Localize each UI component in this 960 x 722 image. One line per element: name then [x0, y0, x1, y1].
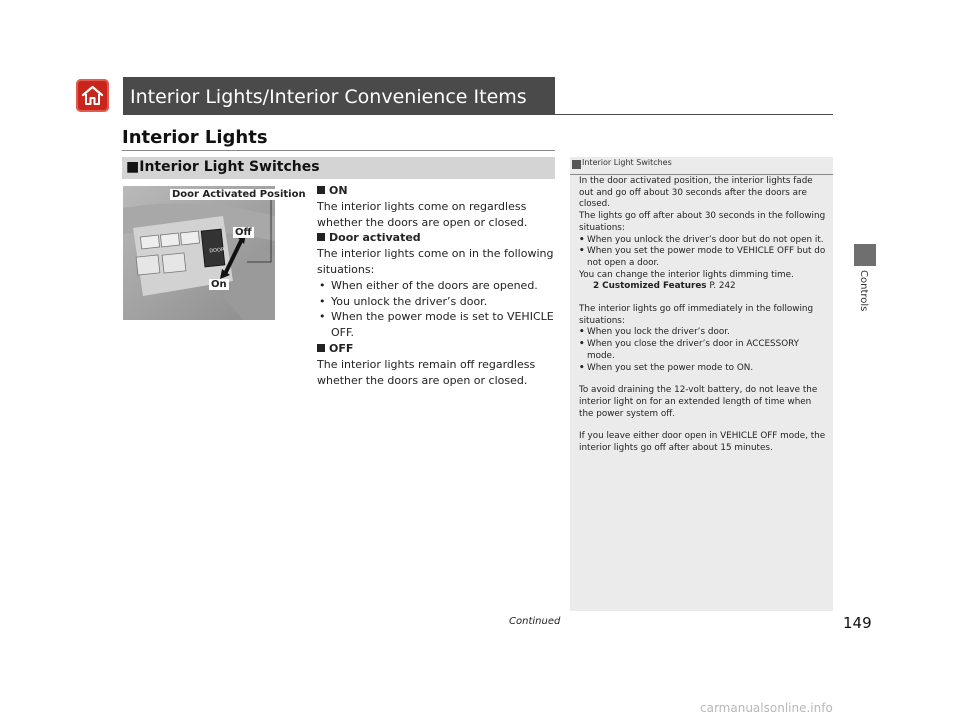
main-body-text: [317, 183, 557, 388]
note-list-2: [579, 327, 827, 374]
subsection-marker: ■: [126, 159, 140, 175]
note-list-1: [579, 235, 827, 270]
note-body: [579, 176, 827, 455]
continued-label: Continued: [509, 616, 561, 627]
overhead-console-illustration: [123, 186, 275, 320]
home-icon: [81, 84, 104, 107]
heading-off: OFF: [317, 341, 557, 357]
list-item: • When you close the driver’s door in ACCESSORY mode.: [587, 339, 827, 362]
note-paragraph: The interior lights go off immediately in the following situations:: [579, 304, 814, 326]
label-on: On: [211, 279, 227, 290]
interior-light-switch-figure: [123, 186, 306, 320]
page-number: 149: [843, 614, 872, 632]
list-item: • When you lock the driver’s door.: [587, 327, 827, 339]
chapter-tab-marker[interactable]: [854, 244, 876, 266]
note-title: Interior Light Switches: [582, 158, 672, 167]
chapter-tab-label[interactable]: Controls: [858, 270, 869, 312]
label-door-activated: Door Activated Position: [172, 189, 306, 200]
text-off: The interior lights remain off regardless whether the doors are open or closed.: [317, 357, 536, 387]
list-item: • When either of the doors are opened.: [331, 278, 557, 294]
list-item: • When the power mode is set to VEHICLE OFF.: [331, 309, 557, 341]
chapter-rule: [555, 114, 833, 115]
door-button-text: DOOR: [209, 246, 225, 255]
reference-arrow-icon: 2: [593, 281, 600, 292]
list-item: • You unlock the driver’s door.: [331, 294, 557, 310]
note-paragraph: To avoid draining the 12-volt battery, do not leave the interior light on for an extended length of time when the power system off.: [579, 385, 818, 419]
label-off: Off: [235, 227, 252, 238]
heading-door-activated: Door activated: [317, 230, 557, 246]
note-paragraph: You can change the interior lights dimming time.: [579, 269, 794, 280]
section-rule: [122, 150, 555, 151]
subsection-label: Interior Light Switches: [139, 159, 320, 175]
text-on: The interior lights come on regardless whether the doors are open or closed.: [317, 199, 528, 229]
home-button[interactable]: [76, 79, 109, 112]
customized-features-link[interactable]: 2 Customized Features P. 242: [593, 281, 736, 292]
list-item: • When you set the power mode to VEHICLE OFF but do not open a door.: [587, 246, 827, 269]
section-title: Interior Lights: [122, 127, 268, 148]
chapter-title: Interior Lights/Interior Convenience Items: [130, 86, 527, 108]
note-paragraph: If you leave either door open in VEHICLE OFF mode, the interior lights go off after about 15 minutes.: [579, 431, 826, 454]
note-paragraph: In the door activated position, the interior lights fade out and go off about 30 seconds after the doors are closed.: [579, 176, 813, 210]
list-item: • When you unlock the driver’s door but do not open it.: [587, 235, 827, 247]
list-item: • When you set the power mode to ON.: [587, 363, 827, 375]
text-door-activated: The interior lights come on in the following situations:: [317, 247, 554, 276]
note-paragraph: The lights go off after about 30 seconds in the following situations:: [579, 211, 826, 233]
door-activated-list: [317, 278, 557, 341]
watermark: carmanualsonline.info: [700, 701, 833, 715]
subsection-title: [126, 159, 320, 175]
note-marker-icon: [572, 160, 581, 169]
heading-on: ON: [317, 183, 557, 199]
